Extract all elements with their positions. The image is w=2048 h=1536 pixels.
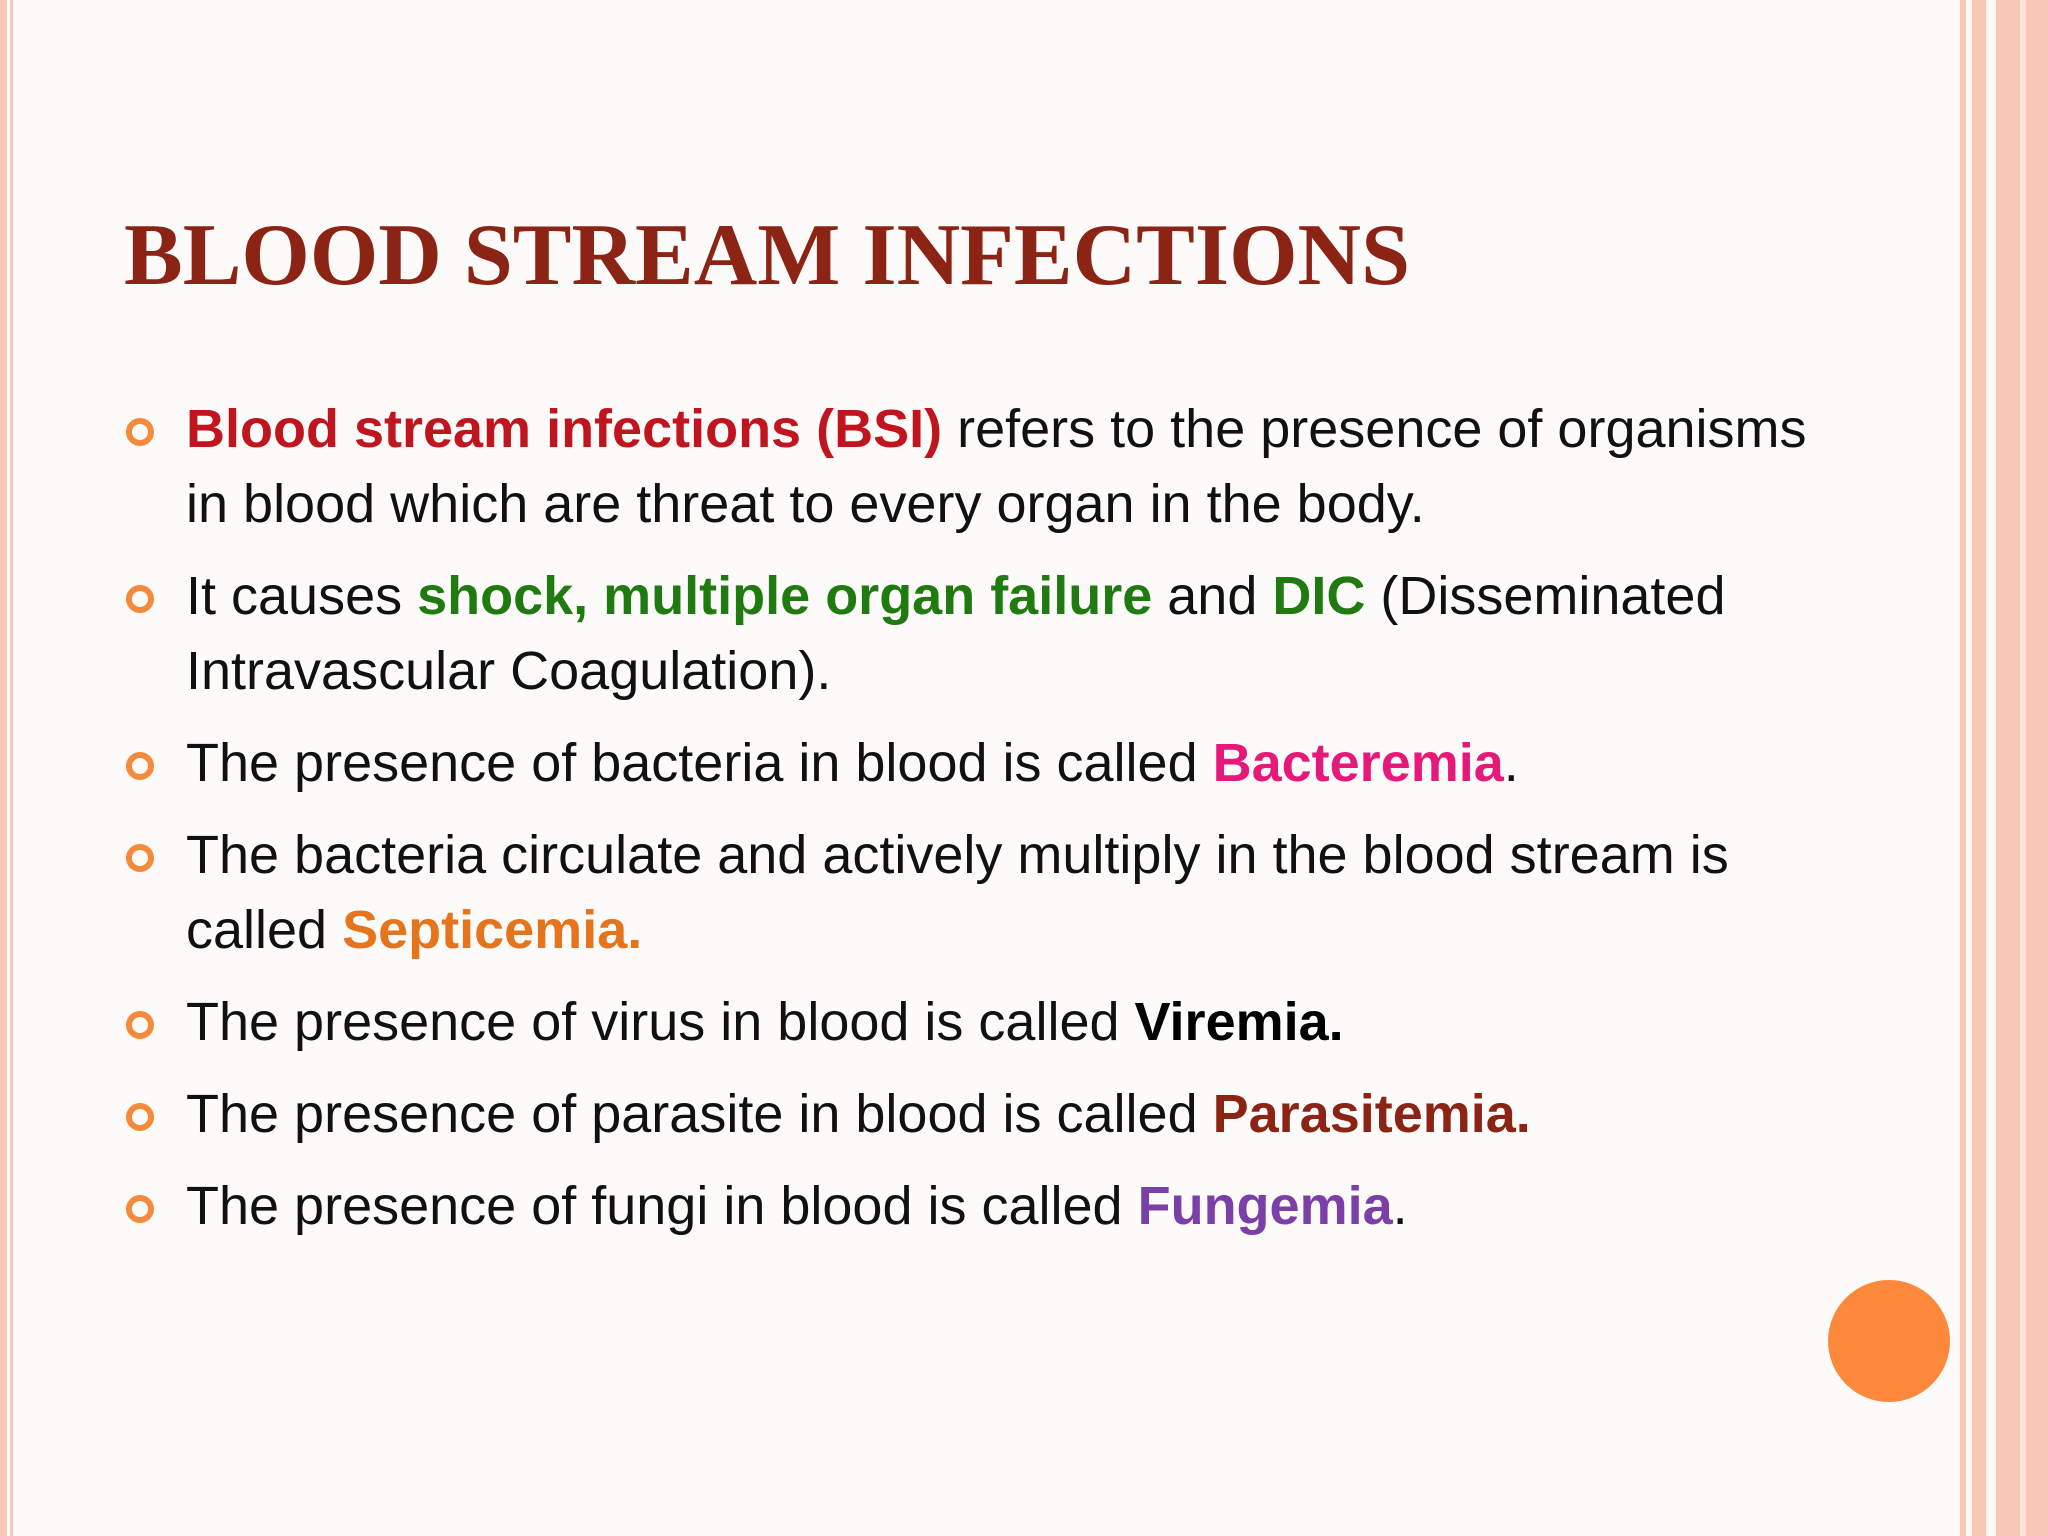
orange-circle-decoration	[1828, 1280, 1950, 1402]
term-viremia: Viremia.	[1134, 992, 1344, 1052]
right-border-highlight	[2020, 0, 2026, 1536]
term-dic: DIC	[1272, 566, 1366, 626]
bullet-text: refers to the presence of organisms in blood which are threat to every organ in the body.	[186, 399, 1807, 534]
bullet-item-bsi-definition	[124, 392, 1844, 542]
bullet-item-bacteremia	[124, 726, 1844, 801]
ring-bullet-icon	[126, 585, 154, 613]
bullet-text: The presence of virus in blood is called	[186, 992, 1135, 1052]
term-septicemia: Septicemia.	[342, 900, 643, 960]
bullet-text: The bacteria circulate and actively multiply in the blood stream is called	[186, 825, 1729, 960]
ring-bullet-icon	[126, 752, 154, 780]
ring-bullet-icon	[126, 1195, 154, 1223]
term-bsi: Blood stream infections (BSI)	[186, 399, 943, 459]
bullet-text: .	[1503, 733, 1519, 793]
bullet-item-effects	[124, 559, 1844, 709]
bullet-text: and	[1152, 566, 1273, 626]
ring-bullet-icon	[126, 418, 154, 446]
bullet-item-parasitemia	[124, 1077, 1844, 1152]
term-bacteremia: Bacteremia	[1212, 733, 1504, 793]
bullet-item-viremia	[124, 985, 1844, 1060]
left-border-stripe	[0, 0, 7, 1536]
bullet-list	[124, 392, 1844, 1261]
bullet-text: It causes	[186, 566, 418, 626]
right-border-stripe-thin	[1960, 0, 1966, 1536]
bullet-text: The presence of bacteria in blood is called	[186, 733, 1213, 793]
ring-bullet-icon	[126, 844, 154, 872]
bullet-item-fungemia	[124, 1169, 1844, 1244]
bullet-text: The presence of parasite in blood is called	[186, 1084, 1213, 1144]
ring-bullet-icon	[126, 1011, 154, 1039]
term-shock-organ-failure: shock, multiple organ failure	[417, 566, 1153, 626]
term-fungemia: Fungemia	[1137, 1176, 1393, 1236]
bullet-text: The presence of fungi in blood is called	[186, 1176, 1138, 1236]
slide-title: BLOOD STREAM INFECTIONS	[124, 207, 1411, 304]
bullet-item-septicemia	[124, 818, 1844, 968]
bullet-text: (Disseminated Intravascular Coagulation).	[186, 566, 1726, 701]
bullet-text: .	[1392, 1176, 1408, 1236]
left-border-stripe-thin	[10, 0, 13, 1536]
ring-bullet-icon	[126, 1103, 154, 1131]
right-border-stripe	[1972, 0, 1986, 1536]
term-parasitemia: Parasitemia.	[1212, 1084, 1531, 1144]
